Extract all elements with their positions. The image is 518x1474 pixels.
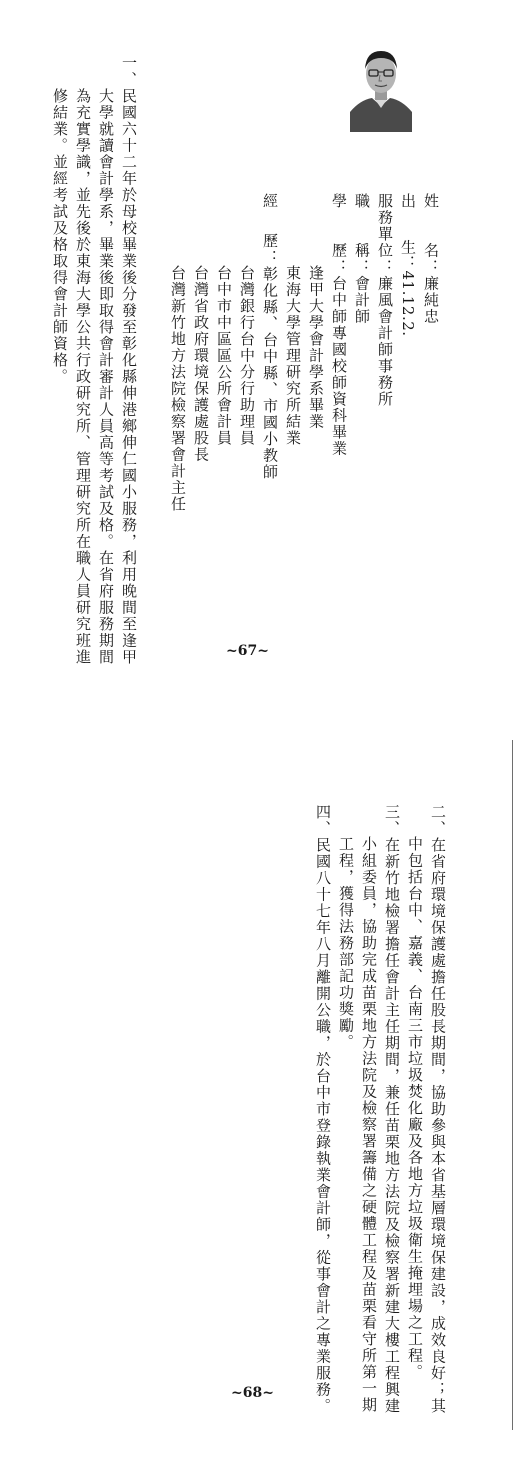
birth-line — [400, 193, 415, 337]
page-number: ~67~ — [226, 643, 269, 659]
name-value: 廉純忠 — [422, 275, 440, 325]
education-item: 逢甲大學會計學系畢業 — [307, 265, 325, 430]
paragraph-line: 中包括台中、嘉義、台南三市垃圾焚化廠及各地方垃圾衛生掩埋場之工程。 — [406, 836, 424, 1381]
experience-item: 台灣新竹地方法院檢察署會計主任 — [169, 265, 187, 513]
paragraph-1-line: 為充實學識，並先後於東海大學公共行政研究所、管理研究所在職人員研究班進 — [74, 88, 92, 666]
paragraph-line: 工程，獲得法務部記功獎勵。 — [337, 836, 355, 1051]
education-item: 台中師專國校師資科畢業 — [330, 275, 348, 457]
employer-value: 廉風會計師事務所 — [376, 275, 394, 408]
birth-value: 41.12.2. — [399, 270, 417, 337]
paragraph-1-line: 修結業。並經考試及格取得會計師資格。 — [51, 88, 69, 385]
title-line — [354, 193, 369, 325]
portrait-image — [350, 42, 412, 132]
portrait-photo — [350, 42, 412, 132]
title-label: 職 稱： — [353, 193, 371, 276]
birth-label: 出 生： — [399, 193, 417, 271]
name-line — [423, 193, 438, 325]
experience-item: 台灣銀行台中分行助理員 — [238, 265, 256, 447]
paragraph-line: 小組委員，協助完成苗栗地方法院及檢察署籌備之硬體工程及苗栗看守所第一期 — [360, 836, 378, 1414]
page-number: ~68~ — [231, 1385, 274, 1401]
experience-label-start: 經 — [261, 193, 279, 210]
paragraph-line: 四、民國八十七年八月離開公職，於台中市登錄執業會計師，從事會計之專業服務。 — [314, 804, 332, 1415]
employer-label: 服務單位： — [376, 193, 394, 276]
paragraph-1-line: 一、民國六十二年於母校畢業後分發至彰化縣伸港鄉伸仁國小服務，利用晚間至逢甲 — [120, 55, 138, 666]
education-line — [331, 193, 346, 457]
name-label: 姓 名： — [422, 193, 440, 276]
paragraph-1-line: 大學就讀會計學系，畢業後即取得會計審計人員高等考試及格。在省府服務期間 — [97, 88, 115, 666]
paragraph-line: 二、在省府環境保護處擔任股長期間，協助參與本省基層環境保建設，成效良好；其 — [429, 804, 447, 1415]
employer-line — [377, 193, 392, 408]
experience-item: 台灣省政府環境保護處股長 — [192, 265, 210, 463]
experience-line — [262, 233, 277, 481]
experience-label-end: 歷： — [261, 233, 279, 266]
education-label: 學 歷： — [330, 193, 348, 276]
title-value: 會計師 — [353, 275, 371, 325]
paragraph-line: 三、在新竹地檢署擔任會計主任期間，兼任苗栗地方法院及檢察署新建大樓工程興建 — [383, 804, 401, 1415]
experience-item: 彰化縣、台中縣、市國小教師 — [261, 266, 279, 481]
experience-item: 台中市中區區公所會計員 — [215, 265, 233, 447]
education-item: 東海大學管理研究所結業 — [284, 265, 302, 447]
scan-edge-line — [512, 740, 513, 1430]
